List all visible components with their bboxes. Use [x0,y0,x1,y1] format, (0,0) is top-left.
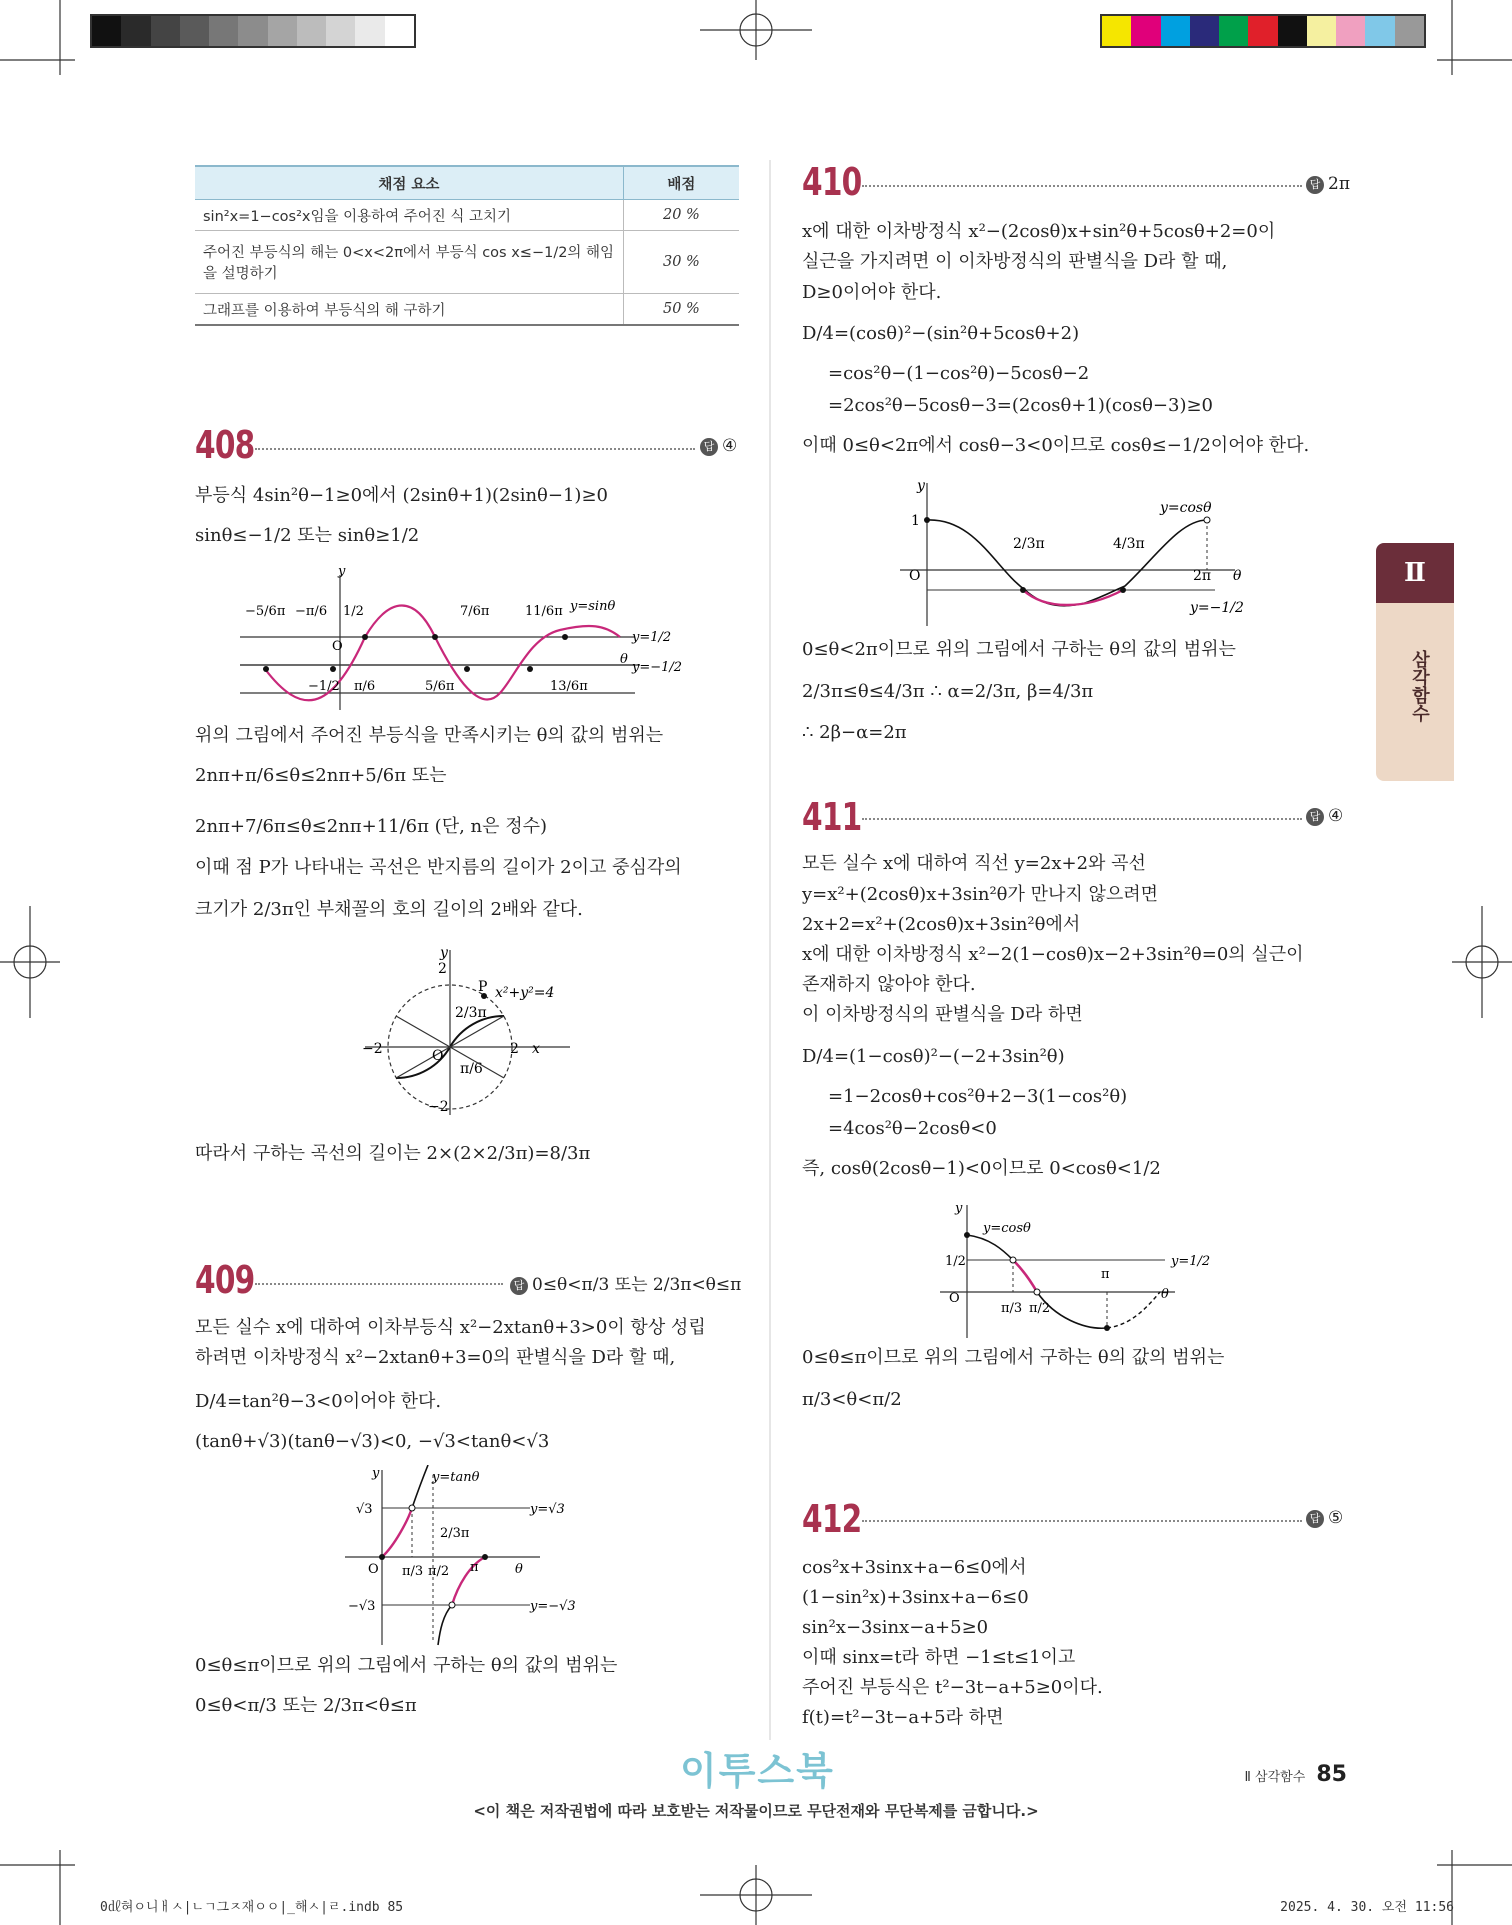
graph-label: 2/3π [455,1005,487,1021]
solution-line: x에 대한 이차방정식 x²−2(1−cosθ)x−2+3sin²θ=0의 실근이 [802,944,1304,965]
solution-line: π/3<θ<π/2 [802,1389,902,1410]
table-row [195,200,739,231]
answer-label [510,1270,741,1295]
solution-line: 이때 sinx=t라 하면 −1≤t≤1이고 [802,1647,1076,1668]
page-footer [1245,1762,1347,1787]
solution-line: 이때 점 P가 나타내는 곡선은 반지름의 길이가 2이고 중심각의 [195,857,682,878]
graph-label: P [478,979,488,995]
tangent-graph [340,1465,600,1650]
graph-label: π/3 [402,1564,424,1579]
answer-badge-icon: 답 [1306,176,1324,194]
problem-number: 408 [195,423,255,467]
graph-label: y=−1/2 [1190,600,1244,616]
graph-label: −2 [428,1099,449,1115]
leader-dots [862,818,1302,820]
answer-label [1306,174,1350,194]
table-header: 배점 [623,166,739,200]
answer-badge-icon: 답 [700,438,718,456]
answer-badge-icon: 답 [510,1277,528,1295]
graph-label: O [332,639,343,654]
solution-line: D/4=tan²θ−3<0이어야 한다. [195,1391,442,1412]
solution-line: 존재하지 않아야 한다. [802,974,976,995]
graph-label: y=−√3 [530,1599,576,1614]
table-header-row [195,166,739,200]
scoring-table [195,165,739,326]
graph-label: θ [1161,1287,1169,1302]
graph-label: O [368,1562,379,1577]
solution-line: x에 대한 이차방정식 x²−(2cosθ)x+sin²θ+5cosθ+2=0이 [802,221,1276,242]
answer-value: ④ [722,436,738,456]
table-cell: 50 % [623,294,739,326]
graph-label: π [1101,1267,1110,1282]
graph-label: −5/6π [245,604,286,619]
graph-label: −1/2 [308,679,340,694]
page-number: 85 [1316,1762,1347,1787]
graph-label: x²+y²=4 [495,985,555,1001]
solution-line: D/4=(1−cosθ)²−(−2+3sin²θ) [802,1046,1065,1067]
solution-line: 하려면 이차방정식 x²−2xtanθ+3=0의 판별식을 D라 할 때, [195,1347,676,1368]
graph-label: θ [515,1562,523,1577]
leader-dots [862,185,1302,187]
solution-line: cos²x+3sinx+a−6≤0에서 [802,1557,1027,1578]
answer-label [1306,1508,1343,1528]
graph-label: y=cosθ [1160,500,1212,516]
solution-line: =2cos²θ−5cosθ−3=(2cosθ+1)(cosθ−3)≥0 [828,395,1214,416]
solution-line: 크기가 2/3π인 부채꼴의 호의 길이의 2배와 같다. [195,899,583,920]
graph-label: y=tanθ [432,1470,480,1485]
graph-label: x [532,1041,540,1057]
graph-label: 5/6π [425,679,455,694]
graph-label: y=sinθ [570,599,616,614]
table-cell: sin²x=1−cos²x임을 이용하여 주어진 식 고치기 [195,200,623,231]
graph-label: π/6 [460,1061,483,1077]
solution-line: =4cos²θ−2cosθ<0 [828,1118,997,1139]
graph-label: 2/3π [1013,536,1045,552]
answer-value: ④ [1328,806,1344,826]
leader-dots [255,448,695,450]
graph-label: 2/3π [440,1526,470,1541]
graph-label: π [470,1560,479,1575]
graph-label: O [432,1048,444,1064]
solution-line: 모든 실수 x에 대하여 이차부등식 x²−2xtanθ+3>0이 항상 성립 [195,1317,706,1338]
table-cell: 그래프를 이용하여 부등식의 해 구하기 [195,294,623,326]
sine-graph [240,565,700,715]
solution-line: (tanθ+√3)(tanθ−√3)<0, −√3<tanθ<√3 [195,1431,550,1452]
graph-label: 1 [911,513,920,529]
solution-line: 이때 0≤θ<2π에서 cosθ−3<0이므로 cosθ≤−1/2이어야 한다. [802,435,1310,456]
copyright-notice: <이 책은 저작권법에 따라 보호받는 저작물이므로 무단전재와 무단복제를 금합니다.> [473,1802,1039,1820]
graph-label: −2 [362,1041,383,1057]
graph-label: π/2 [428,1564,450,1579]
solution-line: =cos²θ−(1−cos²θ)−5cosθ−2 [828,363,1090,384]
problem-number: 409 [195,1258,255,1302]
answer-badge-icon: 답 [1306,1510,1324,1528]
graph-label: 2 [510,1041,519,1057]
solution-line: 모든 실수 x에 대하여 직선 y=2x+2와 곡선 [802,853,1146,874]
solution-line: ∴ 2β−α=2π [802,722,907,743]
graph-label: O [909,568,921,584]
solution-line: (1−sin²x)+3sinx+a−6≤0 [802,1587,1029,1608]
graph-label: 1/2 [343,604,364,619]
solution-line: 0≤θ<2π이므로 위의 그림에서 구하는 θ의 값의 범위는 [802,639,1236,660]
solution-line: 이 이차방정식의 판별식을 D라 하면 [802,1004,1083,1025]
solution-line: sinθ≤−1/2 또는 sinθ≥1/2 [195,525,420,546]
graph-label: 2 [438,961,447,977]
graph-label: O [949,1291,960,1306]
solution-line: sin²x−3sinx−a+5≥0 [802,1617,989,1638]
answer-badge-icon: 답 [1306,808,1324,826]
solution-line: 2/3π≤θ≤4/3π ∴ α=2/3π, β=4/3π [802,681,1094,702]
table-row [195,294,739,326]
solution-line: 위의 그림에서 주어진 부등식을 만족시키는 θ의 값의 범위는 [195,725,664,746]
graph-label: θ [1233,568,1242,584]
answer-value: 0≤θ<π/3 또는 2/3π<θ≤π [532,1275,742,1295]
solution-line: D/4=(cosθ)²−(sin²θ+5cosθ+2) [802,323,1080,344]
answer-label [700,436,737,456]
graph-label: √3 [356,1502,373,1517]
problem-number: 411 [802,795,862,839]
table-cell: 30 % [623,231,739,294]
graph-label: y [372,1466,380,1481]
graph-label: π/6 [354,679,376,694]
graph-label: −√3 [348,1599,376,1614]
chapter-tab-roman: Ⅱ [1376,543,1454,603]
answer-value: 2π [1328,174,1350,194]
graph-label: y [917,478,925,494]
graph-label: y=√3 [530,1502,565,1517]
solution-line: 0≤θ≤π이므로 위의 그림에서 구하는 θ의 값의 범위는 [802,1347,1225,1368]
graph-label: 13/6π [550,679,588,694]
chapter-tab-label: 삼각함수 [1409,650,1430,722]
table-row [195,231,739,294]
graph-label: y=1/2 [632,630,672,645]
graph-label: y=cosθ [983,1221,1031,1236]
brand-logo: 이투스북 [680,1749,835,1793]
solution-line: f(t)=t²−3t−a+5라 하면 [802,1707,1004,1728]
graph-label: y [955,1201,963,1216]
table-header: 채점 요소 [195,166,623,200]
print-timestamp: 2025. 4. 30. 오전 11:56 [1280,1900,1454,1915]
graph-label: y [338,565,346,579]
solution-line: 2nπ+π/6≤θ≤2nπ+5/6π 또는 [195,765,447,786]
solution-line: 부등식 4sin²θ−1≥0에서 (2sinθ+1)(2sinθ−1)≥0 [195,485,608,506]
file-slug: 0㎗혀ㅇ니ㅐㅅ|ㄴㄱ그ㅈ재ㅇㅇ|_해ㅅ|ㄹ.indb 85 [100,1900,404,1915]
solution-line: 2x+2=x²+(2cosθ)x+3sin²θ에서 [802,914,1081,935]
graph-label: 2π [1193,568,1212,584]
answer-label [1306,806,1343,826]
graph-label: 1/2 [945,1254,966,1269]
table-cell: 20 % [623,200,739,231]
solution-line: 2nπ+7/6π≤θ≤2nπ+11/6π (단, n은 정수) [195,816,548,837]
solution-line: 실근을 가지려면 이 이차방정식의 판별식을 D라 할 때, [802,251,1228,272]
graph-label: θ [620,652,628,667]
graph-label: 4/3π [1113,536,1145,552]
graph-label: 11/6π [525,604,563,619]
problem-number: 410 [802,160,862,204]
graph-label: π/3 [1001,1301,1023,1316]
problem-number: 412 [802,1497,862,1541]
graph-label: y=1/2 [1171,1254,1211,1269]
solution-line: 0≤θ<π/3 또는 2/3π<θ≤π [195,1695,417,1716]
solution-line: 따라서 구하는 곡선의 길이는 2×(2×2/3π)=8/3π [195,1143,591,1164]
solution-line: D≥0이어야 한다. [802,282,942,303]
solution-line: 주어진 부등식은 t²−3t−a+5≥0이다. [802,1677,1103,1698]
graph-label: y [440,945,448,961]
chapter-name: Ⅱ 삼각함수 [1244,1770,1306,1785]
graph-label: 7/6π [460,604,490,619]
answer-value: ⑤ [1328,1508,1344,1528]
solution-line: 0≤θ≤π이므로 위의 그림에서 구하는 θ의 값의 범위는 [195,1655,618,1676]
circle-graph [360,945,590,1120]
solution-line: =1−2cosθ+cos²θ+2−3(1−cos²θ) [828,1086,1128,1107]
cosine-graph-411 [935,1200,1225,1340]
leader-dots [255,1283,503,1285]
solution-line: y=x²+(2cosθ)x+3sin²θ가 만나지 않으려면 [802,884,1159,905]
table-cell: 주어진 부등식의 해는 0<x<2π에서 부등식 cos x≤−1/2의 해임을 설명하기 [195,231,623,294]
graph-label: π/2 [1029,1301,1051,1316]
cosine-graph-410 [895,478,1255,628]
graph-label: y=−1/2 [632,660,683,675]
leader-dots [862,1520,1302,1522]
graph-label: −π/6 [295,604,328,619]
solution-line: 즉, cosθ(2cosθ−1)<0이므로 0<cosθ<1/2 [802,1158,1161,1179]
